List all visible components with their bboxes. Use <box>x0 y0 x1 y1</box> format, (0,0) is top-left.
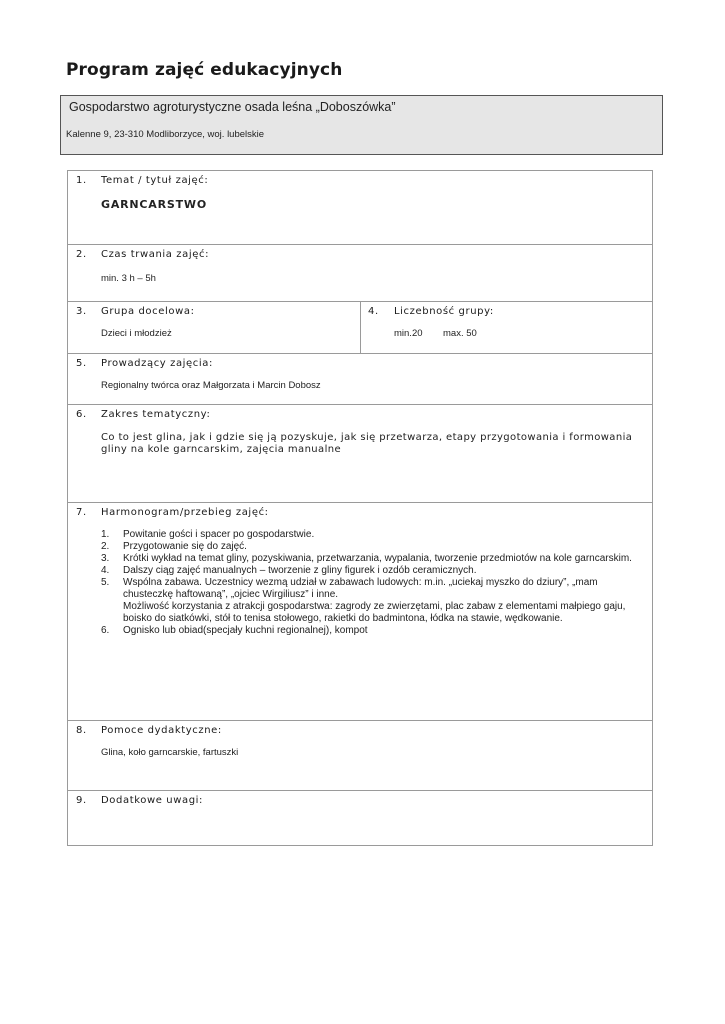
row-number: 8. <box>76 725 87 736</box>
row-leaders <box>68 353 652 404</box>
row-number: 4. <box>368 306 379 317</box>
row-label: Zakres tematyczny: <box>101 409 211 420</box>
duration-value: min. 3 h – 5h <box>101 273 156 284</box>
page-title: Program zajęć edukacyjnych <box>66 60 343 80</box>
organization-box <box>60 95 663 155</box>
organization-name: Gospodarstwo agroturystyczne osada leśna „Doboszówka” <box>69 100 396 114</box>
program-form <box>67 170 653 846</box>
row-duration <box>68 244 652 301</box>
row-group <box>68 301 652 353</box>
row-number: 2. <box>76 249 87 260</box>
leaders-value: Regionalny twórca oraz Małgorzata i Marcin Dobosz <box>101 380 321 391</box>
row-schedule <box>68 502 652 720</box>
list-item: 1. Powitanie gości i spacer po gospodarstwie. <box>101 529 315 540</box>
topic-value: GARNCARSTWO <box>101 198 207 211</box>
group-size-max: max. 50 <box>443 328 477 339</box>
row-label: Prowadzący zajęcia: <box>101 358 213 369</box>
list-item: 2. Przygotowanie się do zajęć. <box>101 541 247 552</box>
row-number: 9. <box>76 795 87 806</box>
group-size-min: min.20 <box>394 328 423 339</box>
row-label: Grupa docelowa: <box>101 306 195 317</box>
organization-address: Kalenne 9, 23-310 Modliborzyce, woj. lubelskie <box>66 129 265 140</box>
row-topic <box>68 171 652 244</box>
row-notes <box>68 790 652 846</box>
row-number: 7. <box>76 507 87 518</box>
aids-value: Glina, koło garncarskie, fartuszki <box>101 747 239 758</box>
row-number: 1. <box>76 175 87 186</box>
row-label: Czas trwania zajęć: <box>101 249 210 260</box>
scope-value: Co to jest glina, jak i gdzie się ją pozyskuje, jak się przetwarza, etapy przygotowania i formowania gliny na kole garncarskim, zajęcia manualne <box>101 432 633 455</box>
list-item: 3. Krótki wykład na temat gliny, pozyskiwania, przetwarzania, wypalania, tworzenie przedmiotów na kole garncarskim. <box>101 553 632 564</box>
list-item: 4. Dalszy ciąg zajęć manualnych – tworzenie z gliny figurek i ozdób ceramicznych. <box>101 565 477 576</box>
list-item: 6. Ognisko lub obiad(specjały kuchni regionalnej), kompot <box>101 625 368 636</box>
schedule-list <box>101 529 636 637</box>
column-divider <box>360 302 361 353</box>
row-label: Pomoce dydaktyczne: <box>101 725 222 736</box>
row-label: Dodatkowe uwagi: <box>101 795 204 806</box>
row-number: 5. <box>76 358 87 369</box>
row-label: Harmonogram/przebieg zajęć: <box>101 507 269 518</box>
row-scope <box>68 404 652 502</box>
row-number: 6. <box>76 409 87 420</box>
row-aids <box>68 720 652 790</box>
target-group-value: Dzieci i młodzież <box>101 328 172 339</box>
row-label: Liczebność grupy: <box>394 306 494 317</box>
row-number: 3. <box>76 306 87 317</box>
list-item: 5. Wspólna zabawa. Uczestnicy wezmą udział w zabawach ludowych: m.in. „uciekaj myszko do dziury”, „mam chusteczkę haftowaną”, „ojciec Wirgiliusz” i inne. Możliwość korzystania z atrakcji gospodarstwa: zagrody ze zwierzętami, plac zabaw z elementami małpiego gaju, boisko do siatkówki, stół to tenisa stołowego, rakietki do badmintona, łódka na stawie, wędkowanie. <box>101 577 626 624</box>
row-label: Temat / tytuł zajęć: <box>101 175 209 186</box>
